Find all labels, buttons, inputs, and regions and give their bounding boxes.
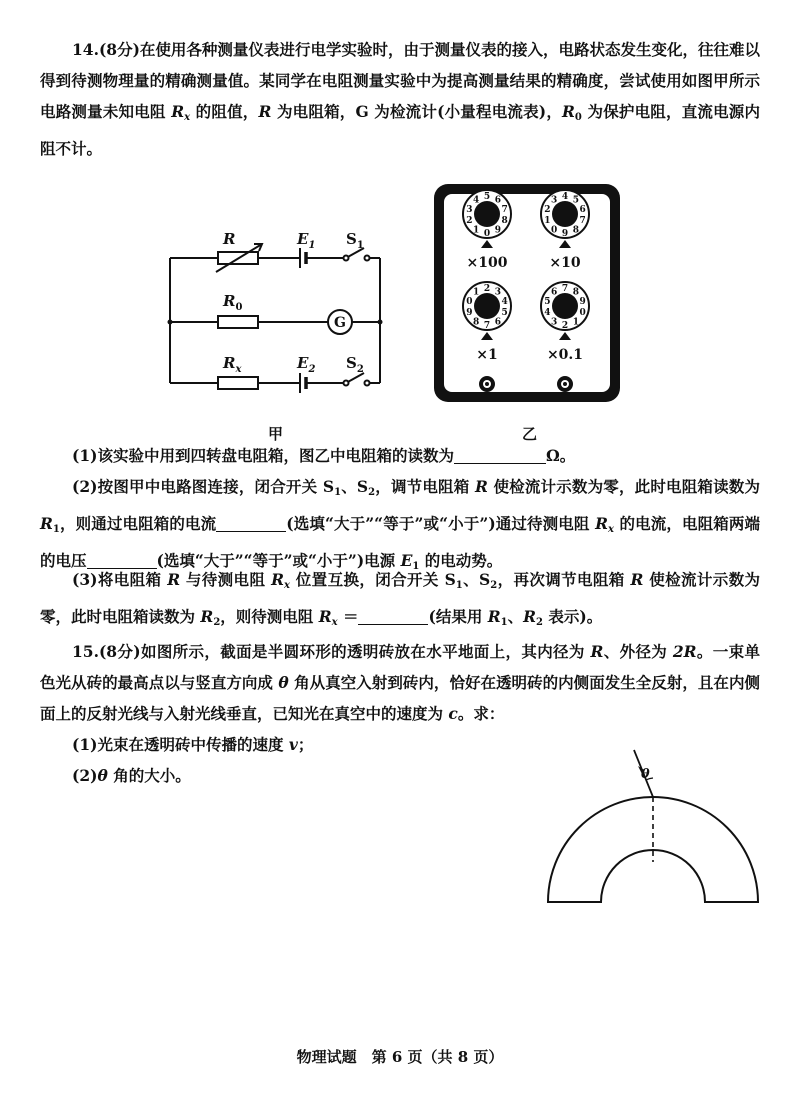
q14-part1: (1)该实验中用到四转盘电阻箱，图乙中电阻箱的读数为 Ω。 bbox=[72, 446, 576, 465]
resistance-box bbox=[432, 182, 622, 404]
dial-digit: 0 bbox=[579, 308, 586, 319]
dial-x100[interactable] bbox=[463, 190, 511, 239]
dial-digit: 7 bbox=[561, 284, 569, 294]
dial-digit: 2 bbox=[466, 216, 473, 227]
dial-digit: 3 bbox=[550, 195, 558, 206]
dial-x10[interactable] bbox=[541, 190, 589, 239]
label-s1: $S_1$ bbox=[346, 230, 364, 251]
galvanometer-g: G bbox=[334, 315, 346, 331]
dial-digit: 9 bbox=[466, 308, 473, 319]
caption-yi: 乙 bbox=[522, 425, 538, 443]
dial-digit: 9 bbox=[579, 296, 586, 307]
dial-x1[interactable] bbox=[463, 282, 511, 331]
dial-digit: 3 bbox=[550, 317, 558, 328]
q15-part2: (2)θ 角的大小。 bbox=[72, 766, 191, 785]
dial-x01[interactable] bbox=[541, 282, 589, 331]
theta-label: θ bbox=[641, 767, 650, 782]
semicircle-ring-figure bbox=[540, 740, 770, 905]
dial-digit: 7 bbox=[483, 321, 491, 331]
dial-digit: 5 bbox=[544, 296, 551, 307]
caption-jia: 甲 bbox=[268, 425, 284, 443]
answer-blank-1[interactable] bbox=[454, 445, 546, 464]
label-e1: $E_1$ bbox=[297, 230, 316, 251]
dial-digit: 6 bbox=[494, 195, 502, 206]
dial-digit: 2 bbox=[561, 321, 569, 331]
mult-100-label: ×100 bbox=[466, 255, 508, 271]
dial-digit: 0 bbox=[483, 229, 491, 239]
dial-digit: 5 bbox=[501, 308, 508, 319]
dial-digit: 8 bbox=[501, 216, 508, 227]
dial-digit: 2 bbox=[483, 284, 491, 294]
mult-1-label: ×1 bbox=[476, 347, 498, 363]
dial-digit: 4 bbox=[544, 308, 551, 319]
dial-digit: 8 bbox=[472, 317, 480, 328]
dial-digit: 6 bbox=[550, 287, 558, 298]
mult-01-label: ×0.1 bbox=[546, 347, 584, 363]
dial-digit: 4 bbox=[501, 296, 508, 307]
dial-digit: 6 bbox=[494, 317, 502, 328]
dial-digit: 5 bbox=[483, 192, 491, 202]
dial-digit: 3 bbox=[494, 287, 502, 298]
answer-blank-2[interactable] bbox=[216, 513, 286, 532]
label-r0: $R_0$ bbox=[223, 292, 243, 313]
dial-digit: 7 bbox=[579, 216, 586, 227]
dial-digit: 3 bbox=[466, 204, 473, 215]
dial-digit: 8 bbox=[572, 225, 580, 236]
mult-10-label: ×10 bbox=[549, 255, 581, 271]
dial-digit: 6 bbox=[579, 204, 586, 215]
dial-digit: 1 bbox=[472, 225, 480, 236]
dial-digit: 7 bbox=[501, 204, 508, 215]
dial-digit: 2 bbox=[544, 204, 551, 215]
q15-header: 15.(8分) bbox=[72, 642, 141, 661]
q15-stem: 15.(8分)如图所示，截面是半圆环形的透明砖放在水平地面上，其内径为 R、外径为 2R。一束单色光从砖的最高点以与竖直方向成 θ 角从真空入射到砖内，恰好在透明砖的内侧面发生全反射，且在内侧面上的反射光线与入射光线垂直，已知光在真空中的速度为 c。求： bbox=[40, 642, 760, 723]
q14-stem: 14.(8分)在使用各种测量仪表进行电学实验时，由于测量仪表的接入，电路状态发生变化，往往难以得到待测物理量的精确测量值。某同学在电阻测量实验中为提高测量结果的精确度，尝试使用如图甲所示电路测量未知电阻 $R_x$ 的阻值，R 为电阻箱，G 为检流计(小量程电流表)，$R_0$ 为保护电阻，直流电源内阻不计。 bbox=[40, 40, 760, 158]
dial-digit: 5 bbox=[572, 195, 580, 206]
dial-digit: 1 bbox=[472, 287, 480, 298]
dial-digit: 0 bbox=[466, 296, 473, 307]
q14-part2: (2)按图甲中电路图连接，闭合开关 $S_1$、$S_2$，调节电阻箱 R 使检流计示数为零，此时电阻箱读数为 $R_1$，则通过电阻箱的电流 (选填“大于”“等于”或“小于”)通过待测电阻 $R_x$ 的电流，电阻箱两端的电压 (选填“大于”“等于”或“小于”)电源 $E_1$ 的电动势。 bbox=[40, 477, 760, 572]
answer-blank-4[interactable] bbox=[358, 606, 428, 625]
q14-part3: (3)将电阻箱 R 与待测电阻 $R_x$ 位置互换，闭合开关 $S_1$、$S_2$，再次调节电阻箱 R 使检流计示数为零，此时电阻箱读数为 $R_2$，则待测电阻 $R_x$ ＝ (结果用 $R_1$、$R_2$ 表示)。 bbox=[40, 570, 761, 628]
dial-digit: 1 bbox=[544, 216, 551, 227]
dial-digit: 4 bbox=[472, 195, 480, 206]
dial-digit: 4 bbox=[561, 192, 569, 202]
label-rx: $R_x$ bbox=[223, 354, 242, 375]
page-footer: 物理试题 第 6 页（共 8 页） bbox=[296, 1048, 504, 1066]
dial-digit: 1 bbox=[572, 317, 580, 328]
label-e2: $E_2$ bbox=[297, 354, 316, 375]
label-r: R bbox=[223, 230, 236, 248]
q14-header: 14.(8分) bbox=[72, 40, 140, 59]
dial-digit: 9 bbox=[494, 225, 502, 236]
dial-digit: 9 bbox=[561, 229, 569, 239]
q15-part1: (1)光束在透明砖中传播的速度 v； bbox=[72, 735, 314, 754]
label-s2: $S_2$ bbox=[346, 354, 364, 375]
dial-digit: 0 bbox=[550, 225, 558, 236]
circuit-diagram bbox=[160, 228, 390, 398]
dial-digit: 8 bbox=[572, 287, 580, 298]
